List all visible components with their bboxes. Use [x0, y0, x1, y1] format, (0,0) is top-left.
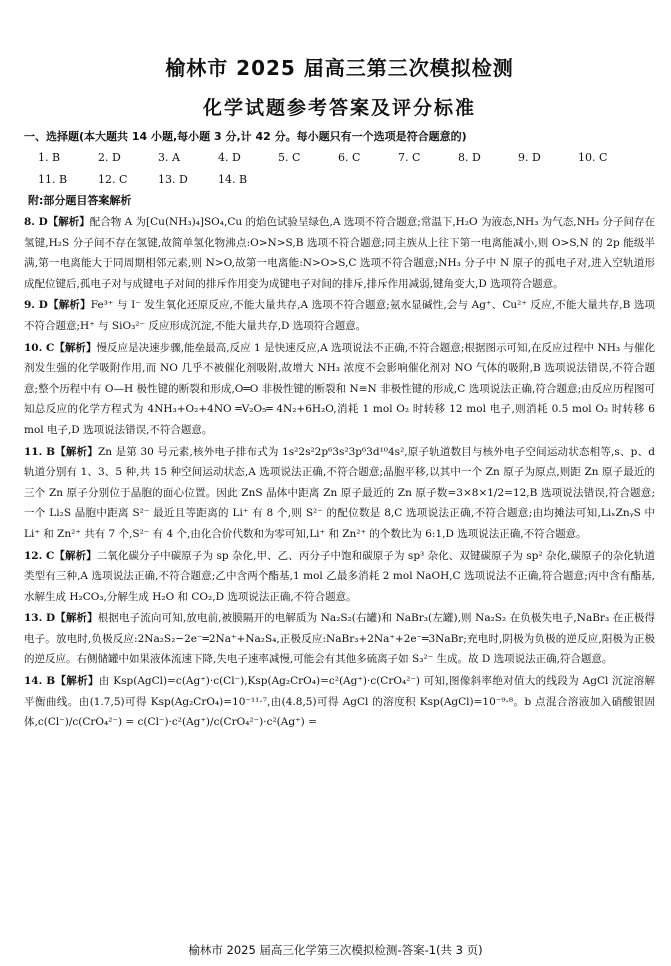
question-number: 8. D: [24, 216, 48, 228]
explanation-q13: [24, 608, 655, 670]
question-number: 14. B: [24, 675, 56, 688]
analysis-tag: 【解析】: [47, 299, 91, 312]
question-number: 12. C: [24, 549, 55, 562]
explanation-q9: [24, 295, 655, 336]
analysis-tag: 【解析】: [55, 675, 99, 688]
appendix-heading: 附:部分题目答案解析: [28, 194, 132, 207]
answer-item: 7. C: [398, 151, 421, 164]
explanation-q10: [24, 338, 655, 441]
explanation-text: Zn 是第 30 号元素,核外电子排布式为 1s²2s²2p⁶3s²3p⁶3d¹⁰4s²,原子轨道数目与核外电子空间运动状态相等,s、p、d 轨道分别有 1、3、5 种,共 15 种空间运动状态,A 选项说法正确,不符合题意;晶胞平移,以其中一个 Zn 原子为原点,则距 Zn 原子最近的三个 Zn 原子分别位于晶胞的面心位置。因此 ZnS 晶体中距离 Zn 原子最近的 Zn 原子数=3×8×1/2=12,B 选项说法错误,符合题意;一个 Li₂S 晶胞中距离 S²⁻ 最近且等距离的 Li⁺ 有 8 个,则 S²⁻ 的配位数是 8,C 选项说法正确,不符合题意;由均摊法可知,LiₓZnᵧS 中 Li⁺ 和 Zn²⁺ 共有 7 个,S²⁻ 有 4 个,由化合价代数和为零可知,Li⁺ 和 Zn²⁺ 的个数比为 6:1,D 选项说法正确,不符合题意。: [24, 445, 655, 540]
explanation-text: 慢反应是决速步骤,能垒最高,反应 1 是快速反应,A 选项说法不正确,不符合题意;根据图示可知,在反应过程中 NH₃ 与催化剂发生强的化学吸附作用,而 NO 几乎不被催化剂吸附,故增大 NH₃ 浓度不会影响催化剂对 NO 气体的吸附,B 选项说法错误,不符合题意;整个历程中有 O—H 极性键的断裂和形成,O═O 非极性键的断裂和 N≡N 非极性键的形成,C 选项说法正确,符合题意;由反应历程图可知总反应的化学方程式为 4NH₃+O₂+4NO ═V₂O₅═ 4N₂+6H₂O,消耗 1 mol O₂ 时转移 12 mol 电子,则消耗 0.5 mol O₂ 时转移 6 mol 电子,D 选项说法错误,不符合题意。: [24, 341, 656, 436]
section-heading: 一、选择题(本大题共 14 小题,每小题 3 分,计 42 分。每小题只有一个选项是符合题意的): [24, 130, 467, 143]
explanation-text: 配合物 A 为[Cu(NH₃)₄]SO₄,Cu 的焰色试验呈绿色,A 选项不符合题意;常温下,H₂O 为液态,NH₃ 为气态,NH₃ 分子间存在氢键,H₂S 分子间不存在氢键,故简单氢化物沸点:O>N>S,B 选项不符合题意;同主族从上往下第一电离能减小,则 O>S,N 的 2p 能级半满,第一电离能大于同周期相邻元素,则 N>O,故第一电离能:N>O>S,C 选项不符合题意;NH₃ 分子中 N 原子的孤电子对,进入空轨道形成配位键后,孤电子对与成键电子对间的排斥作用变为成键电子对间的排斥,排斥作用减弱,键角变大,D 选项符合题意。: [24, 216, 656, 290]
explanation-text: 根据电子流向可知,放电前,被膜隔开的电解质为 Na₂S₂(右罐)和 NaBr₃(左罐),则 Na₂S₂ 在负极失电子,NaBr₃ 在正极得电子。放电时,负极反应:2Na₂S₂−2e⁻═2Na⁺+Na₂S₄,正极反应:NaBr₃+2Na⁺+2e⁻═3NaBr;充电时,阴极为负极的逆反应,阳极为正极的逆反应。右侧储罐中如果液体流速下降,失电子速率减慢,可能会有其他多硫离子如 S₃²⁻ 生成。故 D 选项说法正确,符合题意。: [24, 612, 655, 666]
answer-item: 2. D: [98, 151, 121, 164]
analysis-tag: 【解析】: [47, 216, 90, 228]
question-number: 11. B: [24, 445, 55, 458]
answer-item: 8. D: [458, 151, 481, 164]
analysis-tag: 【解析】: [55, 445, 98, 458]
answer-item: 14. B: [218, 173, 248, 186]
answer-item: 5. C: [278, 151, 301, 164]
answer-row-1: [24, 147, 655, 169]
page-title: 榆林市 2025 届高三第三次模拟检测: [165, 56, 514, 80]
question-number: 10. C: [24, 341, 55, 354]
answer-item: 1. B: [38, 151, 61, 164]
explanation-q8: [24, 212, 655, 294]
explanation-q11: [24, 442, 655, 545]
analysis-tag: 【解析】: [54, 549, 97, 562]
answer-item: 12. C: [98, 173, 128, 186]
question-number: 9. D: [24, 299, 48, 312]
answer-row-2: [24, 169, 655, 191]
question-number: 13. D: [24, 612, 56, 625]
answer-item: 9. D: [518, 151, 541, 164]
page-subtitle: 化学试题参考答案及评分标准: [202, 97, 476, 119]
explanation-text: 二氧化碳分子中碳原子为 sp 杂化,甲、乙、丙分子中饱和碳原子为 sp³ 杂化、双键碳原子为 sp² 杂化,碳原子的杂化轨道类型有三种,A 选项说法正确,不符合题意;乙中含两个酯基,1 mol 乙最多消耗 2 mol NaOH,C 选项说法不正确,符合题意;丙中含有酯基,水解生成 H₂CO₃,分解生成 H₂O 和 CO₂,D 选项说法正确,不符合题意。: [24, 549, 656, 603]
page-footer: 榆林市 2025 届高三化学第三次模拟检测-答案-1(共 3 页): [188, 943, 483, 957]
analysis-tag: 【解析】: [54, 341, 97, 354]
answer-item: 13. D: [158, 173, 188, 186]
analysis-tag: 【解析】: [55, 612, 98, 625]
explanation-text: 由 Ksp(AgCl)=c(Ag⁺)·c(Cl⁻),Ksp(Ag₂CrO₄)=c²(Ag⁺)·c(CrO₄²⁻) 可知,图像斜率绝对值大的线段为 AgCl 沉淀溶解平衡曲线。由(1.7,5)可得 Ksp(Ag₂CrO₄)=10⁻¹¹·⁷,由(4.8,5)可得 AgCl 的溶度积 Ksp(AgCl)=10⁻⁹·⁸。b 点混合溶液加入硝酸银固体,c(Cl⁻)/c(CrO₄²⁻) = c(Cl⁻)·c²(Ag⁺)/c(CrO₄²⁻)·c²(Ag⁺) =: [24, 675, 655, 729]
answer-item: 10. C: [578, 151, 608, 164]
answer-item: 3. A: [158, 151, 180, 164]
answer-item: 4. D: [218, 151, 241, 164]
answer-item: 6. C: [338, 151, 361, 164]
explanation-q14: [24, 671, 655, 733]
explanation-q12: [24, 546, 655, 608]
answer-item: 11. B: [38, 173, 68, 186]
explanation-text: Fe³⁺ 与 I⁻ 发生氧化还原反应,不能大量共存,A 选项不符合题意;氨水显碱性,会与 Ag⁺、Cu²⁺ 反应,不能大量共存,B 选项不符合题意;H⁺ 与 SiO₃²⁻ 反应形成沉淀,不能大量共存,D 选项符合题意。: [24, 299, 655, 332]
